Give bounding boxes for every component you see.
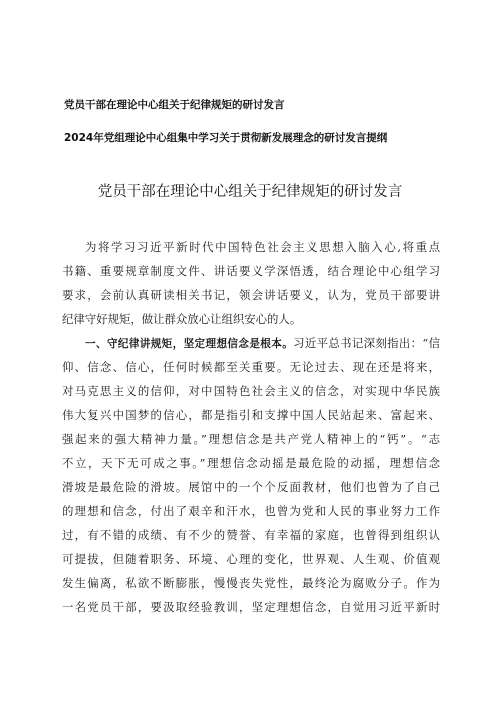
paragraph-2-first-line bbox=[62, 331, 440, 355]
paragraph-2-line: 可提拔，但随着职务、环境、心理的变化，世界观、人生观、价值观 bbox=[62, 552, 440, 566]
paragraph-2-line: 仰、信念、信心，任何时候都至关重要。无论过去、现在还是将来， bbox=[62, 360, 440, 374]
paragraph-1-line: 为将学习习近平新时代中国特色社会主义思想入脑入心,将重点 bbox=[85, 240, 440, 254]
paragraph-1-line: 纪律守好规矩，做让群众放心让组织安心的人。 bbox=[62, 312, 302, 326]
paragraph-2-line: 不立，天下无可成之事。”理想信念动摇是最危险的动摇，理想信念 bbox=[62, 456, 440, 470]
paragraph-2-line: 过，有不错的成绩、有不少的赞誉、有幸福的家庭，也曾得到组织认 bbox=[62, 528, 440, 542]
paragraph-1-line: 要求，会前认真研读相关书记，领会讲话要义，认为，党员干部要讲 bbox=[62, 288, 440, 302]
toc-item-1: 党员干部在理论中心组关于纪律规矩的研讨发言 bbox=[64, 99, 285, 111]
section-heading: 一、守纪律讲规矩，坚定理想信念是根本。 bbox=[85, 338, 294, 350]
toc-item-2: 2024年党组理论中心组集中学习关于贯彻新发展理念的研讨发言提纲 bbox=[64, 132, 388, 144]
paragraph-2-line: 滑坡是最危险的滑坡。展馆中的一个个反面教材，他们也曾为了自己 bbox=[62, 480, 440, 494]
paragraph-2-line: 发生偏离，私欲不断膨胀，慢慢丧失党性，最终沦为腐败分子。作为 bbox=[62, 576, 440, 590]
paragraph-2-first-line-rest: 习近平总书记深刻指出：“信 bbox=[293, 336, 440, 350]
document-body bbox=[62, 235, 440, 619]
paragraph-1-line: 书籍、重要规章制度文件、讲话要义学深悟透，结合理论中心组学习 bbox=[62, 264, 440, 278]
paragraph-2-line: 一名党员干部，要汲取经验教训，坚定理想信念，自觉用习近平新时 bbox=[62, 600, 440, 614]
paragraph-2-line: 的理想和信念，付出了艰辛和汗水，也曾为党和人民的事业努力工作 bbox=[62, 504, 440, 518]
document-title: 党员干部在理论中心组关于纪律规矩的研讨发言 bbox=[97, 184, 403, 200]
paragraph-2-line: 伟大复兴中国梦的信心，都是指引和支撑中国人民站起来、富起来、 bbox=[62, 408, 440, 422]
paragraph-2-line: 强起来的强大精神力量。”理想信念是共产党人精神上的“钙”。“志 bbox=[62, 432, 440, 446]
paragraph-2-line: 对马克思主义的信仰，对中国特色社会主义的信念，对实现中华民族 bbox=[62, 384, 440, 398]
